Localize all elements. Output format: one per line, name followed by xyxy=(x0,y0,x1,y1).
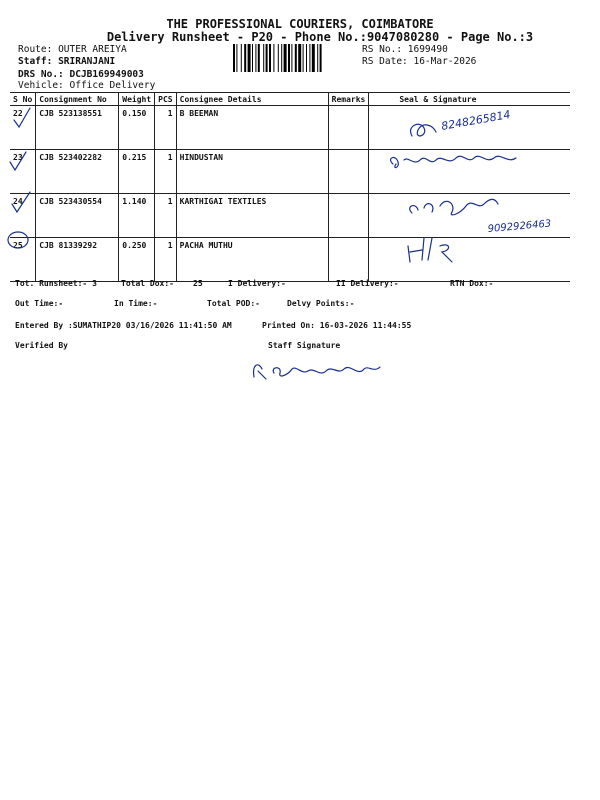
signature-scribble xyxy=(410,199,498,215)
cell-sno: 23 xyxy=(10,150,36,194)
col-consignee: Consignee Details xyxy=(176,93,328,106)
entered-by: Entered By :SUMATHIP20 03/16/2026 11:41:50 AM xyxy=(15,321,232,330)
col-weight: Weight xyxy=(119,93,155,106)
cell-consignment: CJB 523138551 xyxy=(36,106,119,150)
cell-pcs: 1 xyxy=(155,106,176,150)
cell-consignment: CJB 523430554 xyxy=(36,194,119,238)
company-title: THE PROFESSIONAL COURIERS, COIMBATORE xyxy=(166,17,434,31)
cell-pcs: 1 xyxy=(155,150,176,194)
vehicle-line xyxy=(18,80,155,91)
tick-mark xyxy=(12,192,30,212)
cell-consignee: B BEEMAN xyxy=(176,106,328,150)
handwritten-phone: 9092926463 xyxy=(487,218,552,235)
delvy-points: Delvy Points:- xyxy=(287,299,355,308)
cell-sno: 25 xyxy=(10,238,36,282)
circle-mark xyxy=(8,232,28,248)
tot-runsheet: Tot. Runsheet:- 3 xyxy=(15,279,97,288)
drs-line xyxy=(18,69,144,80)
col-pcs: PCS xyxy=(155,93,176,106)
runsheet-subtitle: Delivery Runsheet - P20 - Phone No.:9047080280 - Page No.:3 xyxy=(106,30,534,44)
staff-value: SRIRANJANI xyxy=(58,56,116,67)
route-value: OUTER AREIYA xyxy=(58,44,127,55)
drs-label: DRS No.: xyxy=(18,69,64,80)
barcode xyxy=(233,44,358,72)
cell-weight: 1.140 xyxy=(119,194,155,238)
cell-weight: 0.150 xyxy=(119,106,155,150)
verified-by: Verified By xyxy=(15,341,68,350)
ii-delivery: II Delivery:- xyxy=(336,279,399,288)
staff-signature xyxy=(248,355,388,385)
route-label: Route: xyxy=(18,44,53,55)
handwritten-phone: 8248265814 xyxy=(440,107,512,133)
rs-date: RS Date: 16-Mar-2026 xyxy=(362,56,477,67)
cell-consignment: CJB 523402282 xyxy=(36,150,119,194)
staff-label: Staff: xyxy=(18,56,53,67)
tick-mark xyxy=(10,152,26,170)
printed-on: Printed On: 16-03-2026 11:44:55 xyxy=(262,321,412,330)
total-dox-label: Total Dox:- xyxy=(121,279,174,288)
cell-weight: 0.215 xyxy=(119,150,155,194)
tick-mark xyxy=(14,108,30,127)
cell-consignee: KARTHIGAI TEXTILES xyxy=(176,194,328,238)
total-pod: Total POD:- xyxy=(207,299,260,308)
drs-value: DCJB169949003 xyxy=(69,69,144,80)
col-sno: S No xyxy=(10,93,36,106)
signature-scribble xyxy=(411,124,436,136)
cell-weight: 0.250 xyxy=(119,238,155,282)
col-consignment: Consignment No xyxy=(36,93,119,106)
staff-line xyxy=(18,56,115,67)
vehicle-value: Office Delivery xyxy=(69,80,156,91)
cell-consignee: HINDUSTAN xyxy=(176,150,328,194)
col-remarks: Remarks xyxy=(328,93,369,106)
in-time: In Time:- xyxy=(114,299,158,308)
out-time: Out Time:- xyxy=(15,299,64,308)
cell-consignee: PACHA MUTHU xyxy=(176,238,328,282)
cell-consignment: CJB 81339292 xyxy=(36,238,119,282)
handwriting-layer xyxy=(0,100,600,280)
cell-pcs: 1 xyxy=(155,238,176,282)
rs-number: RS No.: 1699490 xyxy=(362,44,448,55)
rtn-dox: RTN Dox:- xyxy=(450,279,494,288)
staff-signature-label: Staff Signature xyxy=(268,341,341,350)
cell-pcs: 1 xyxy=(155,194,176,238)
route-line xyxy=(18,44,127,55)
total-dox-value: 25 xyxy=(193,279,203,288)
vehicle-label: Vehicle: xyxy=(18,80,64,91)
signature-scribble xyxy=(391,156,516,167)
hr-mark xyxy=(408,238,452,262)
cell-sno: 22 xyxy=(10,106,36,150)
cell-sno: 24 xyxy=(10,194,36,238)
col-seal-signature: Seal & Signature xyxy=(369,93,570,106)
i-delivery: I Delivery:- xyxy=(228,279,286,288)
